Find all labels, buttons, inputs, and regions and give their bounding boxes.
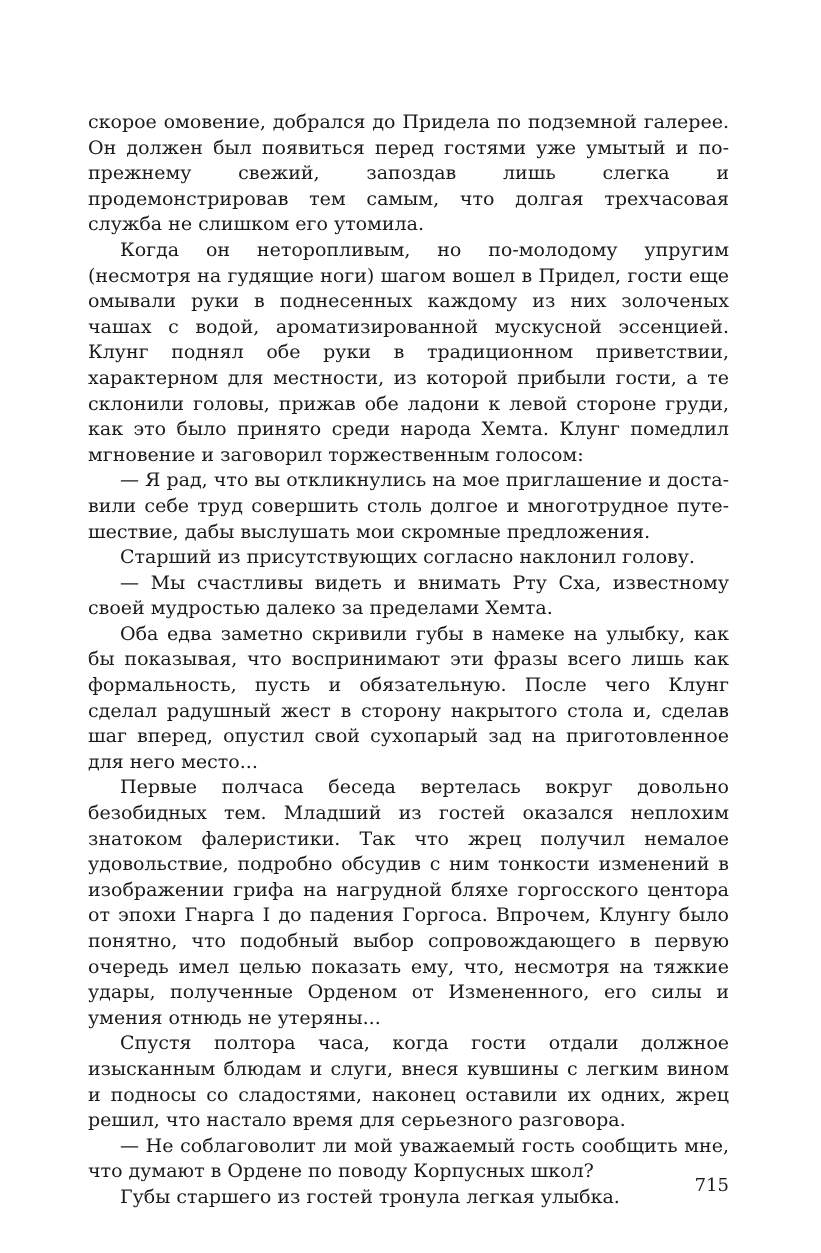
paragraph-2: Когда он неторопливым, но по-молодому упругим (несмотря на гудящие ноги) шагом вошел в Придел, гости еще омывали руки в поднесенных каждому из них золоченых чашах с водой, ароматизированной мускусной эссенцией. Клунг поднял обе руки в традиционном приветствии, характерном для местности, из которой прибыли гости, а те склонили головы, прижав обе ладони к левой стороне груди, как это было принято среди народа Хемта. Клунг помедлил мгновение и заговорил торжественным голосом: xyxy=(88,238,729,466)
paragraph-5: — Мы счастливы видеть и внимать Рту Сха, известному своей мудростью далеко за пределами Хемта. xyxy=(88,571,729,620)
paragraph-8: Спустя полтора часа, когда гости отдали должное изысканным блюдам и слуги, внеся кувшины с легким вином и подносы со сладостями, наконец оставили их одних, жрец решил, что настало время для серьезного разговора. xyxy=(88,1032,729,1132)
page-text-block xyxy=(88,110,729,1211)
paragraph-7: Первые полчаса беседа вертелась вокруг довольно безобидных тем. Младший из гостей оказался неплохим знатоком фалеристики. Так что жрец получил немалое удовольствие, подробно обсудив с ним тонкости изменений в изображении грифа на нагрудной бляхе горгосского центора от эпохи Гнарга I до падения Горгоса. Впрочем, Клунгу было понятно, что подобный выбор сопровождающего в первую очередь имел целью показать ему, что, несмотря на тяжкие удары, полученные Орденом от Измененного, его силы и умения отнюдь не утеряны... xyxy=(88,776,729,1029)
paragraph-1: скорое омовение, добрался до Придела по подземной галерее. Он должен был появиться перед гостями уже умытый и попрежнему свежий, запоздав лишь слегка и продемонстрировав тем самым, что долгая трехчасовая служба не слишком его утомила. xyxy=(88,111,729,236)
paragraph-3: — Я рад, что вы откликнулись на мое приглашение и доставили себе труд совершить столь долгое и многотрудное путешествие, дабы выслушать мои скромные предложения. xyxy=(88,469,729,543)
paragraph-10: Губы старшего из гостей тронула легкая улыбка. xyxy=(120,1185,620,1208)
page-number: 715 xyxy=(694,1175,729,1196)
paragraph-4: Старший из присутствующих согласно наклонил голову. xyxy=(120,546,695,569)
paragraph-6: Оба едва заметно скривили губы в намеке на улыбку, как бы показывая, что воспринимают эти фразы всего лишь как формальность, пусть и обязательную. После чего Клунг сделал радушный жест в сторону накрытого стола и, сделав шаг вперед, опустил свой сухопарый зад на приготовленное для него место... xyxy=(88,622,729,773)
paragraph-9: — Не соблаговолит ли мой уважаемый гость сообщить мне, что думают в Ордене по поводу Корпусных школ? xyxy=(88,1134,729,1183)
